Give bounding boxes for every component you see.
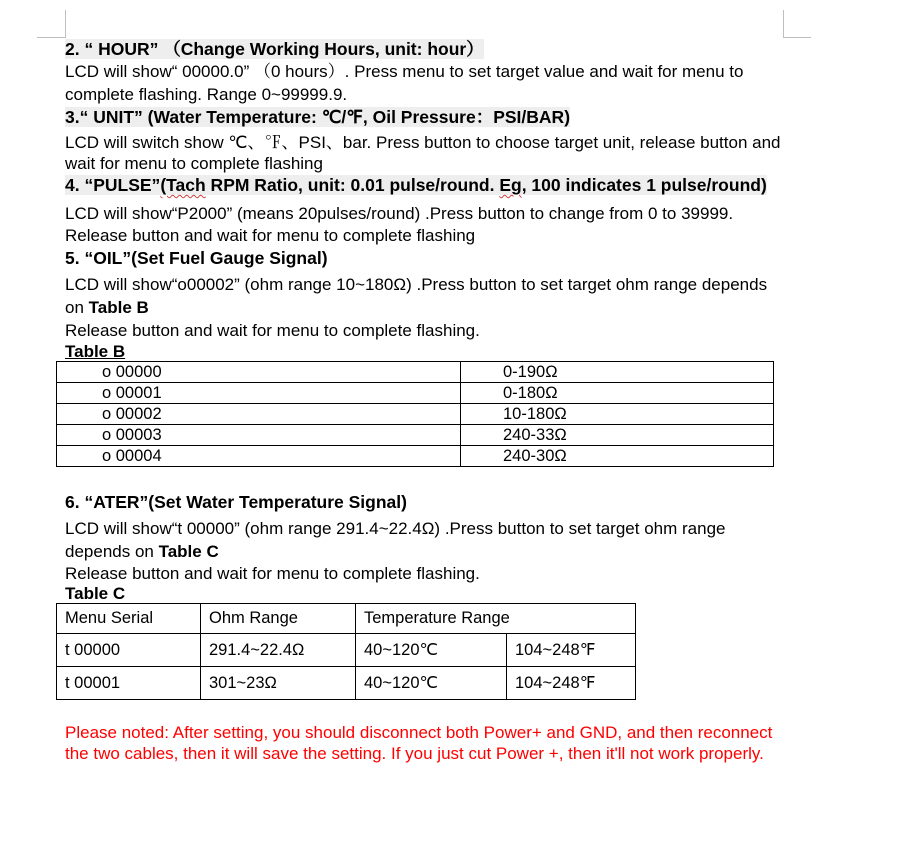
document-page	[65, 38, 785, 764]
table-b-range-cell: 240-33Ω	[461, 425, 774, 446]
oil-body-table-ref: Table B	[88, 298, 149, 317]
water-body-text: LCD will show“t 00000” (ohm range 291.4~22.4Ω) .Press button to set target ohm range depends on	[65, 519, 726, 561]
pulse-heading-part-e: , 100 indicates 1 pulse/round)	[521, 175, 767, 195]
table-c-celsius-cell: 40~120℃	[356, 634, 507, 667]
section-unit-body: LCD will switch show ℃、℉、PSI、bar. Press button to choose target unit, release button and wait for menu to complete flashing	[65, 133, 781, 173]
section-oil-heading: 5. “OIL”(Set Fuel Gauge Signal)	[65, 248, 328, 268]
table-b-menu-cell: o 00004	[57, 446, 461, 467]
table-b-row	[57, 404, 774, 425]
table-b-menu-cell: o 00002	[57, 404, 461, 425]
water-body-table-ref: Table C	[158, 542, 219, 561]
section-unit	[65, 106, 785, 174]
section-pulse-release: Release button and wait for menu to complete flashing	[65, 226, 476, 245]
section-water	[65, 491, 785, 700]
table-b-range-cell: 0-190Ω	[461, 362, 774, 383]
table-b-row	[57, 446, 774, 467]
table-c-celsius-cell: 40~120℃	[356, 667, 507, 700]
section-hour	[65, 38, 785, 106]
section-unit-heading: 3.“ UNIT” (Water Temperature: ℃/℉, Oil Pressure：PSI/BAR)	[65, 107, 571, 127]
table-b	[56, 361, 774, 467]
table-c-fahrenheit-cell: 104~248℉	[507, 634, 636, 667]
section-oil-body	[65, 273, 785, 319]
pulse-heading-part-b: (Tach	[160, 175, 206, 195]
crop-mark-right-vertical	[783, 10, 784, 38]
table-c-row	[57, 634, 636, 667]
table-c-row	[57, 667, 636, 700]
table-b-menu-cell: o 00003	[57, 425, 461, 446]
crop-mark-left-vertical	[65, 10, 66, 38]
setting-warning-note: Please noted: After setting, you should disconnect both Power+ and GND, and then reconnect the two cables, then it will save the setting. If you just cut Power +, then it'll not work properly.	[65, 723, 773, 763]
table-c-title: Table C	[65, 584, 126, 603]
section-oil-release: Release button and wait for menu to complete flashing.	[65, 321, 480, 340]
table-b-range-cell: 10-180Ω	[461, 404, 774, 425]
section-pulse	[65, 174, 785, 247]
section-oil	[65, 247, 785, 467]
section-hour-body: LCD will show“ 00000.0” （0 hours）. Press menu to set target value and wait for menu to complete flashing. Range 0~99999.9.	[65, 62, 744, 104]
section-water-body	[65, 517, 785, 563]
table-c-header-row	[57, 604, 636, 634]
crop-mark-right-horizontal	[783, 37, 811, 38]
table-b-range-cell: 240-30Ω	[461, 446, 774, 467]
pulse-heading-part-a: 4. “PULSE”	[65, 175, 161, 195]
crop-mark-left-horizontal	[37, 37, 65, 38]
section-hour-heading: 2. “ HOUR” （Change Working Hours, unit: hour）	[65, 39, 484, 59]
table-c	[56, 603, 636, 700]
table-c-ohm-cell: 291.4~22.4Ω	[201, 634, 356, 667]
table-c-serial-cell: t 00001	[57, 667, 201, 700]
table-c-header-temp: Temperature Range	[356, 604, 636, 634]
table-c-header-serial: Menu Serial	[57, 604, 201, 634]
table-c-ohm-cell: 301~23Ω	[201, 667, 356, 700]
table-b-row	[57, 383, 774, 404]
table-b-title: Table B	[65, 342, 126, 361]
table-b-row	[57, 362, 774, 383]
pulse-heading-part-d: Eg	[499, 175, 522, 195]
table-b-range-cell: 0-180Ω	[461, 383, 774, 404]
table-b-menu-cell: o 00001	[57, 383, 461, 404]
section-pulse-body: LCD will show“P2000” (means 20pulses/round) .Press button to change from 0 to 39999.	[65, 204, 734, 223]
table-c-serial-cell: t 00000	[57, 634, 201, 667]
section-pulse-heading	[65, 175, 767, 195]
table-c-fahrenheit-cell: 104~248℉	[507, 667, 636, 700]
oil-body-text: LCD will show“o00002” (ohm range 10~180Ω) .Press button to set target ohm range depends on	[65, 275, 768, 317]
table-b-row	[57, 425, 774, 446]
section-water-release: Release button and wait for menu to complete flashing.	[65, 564, 480, 583]
section-water-heading: 6. “ATER”(Set Water Temperature Signal)	[65, 492, 407, 512]
table-b-menu-cell: o 00000	[57, 362, 461, 383]
table-c-header-ohm: Ohm Range	[201, 604, 356, 634]
pulse-heading-part-c: RPM Ratio, unit: 0.01 pulse/round.	[205, 175, 500, 195]
